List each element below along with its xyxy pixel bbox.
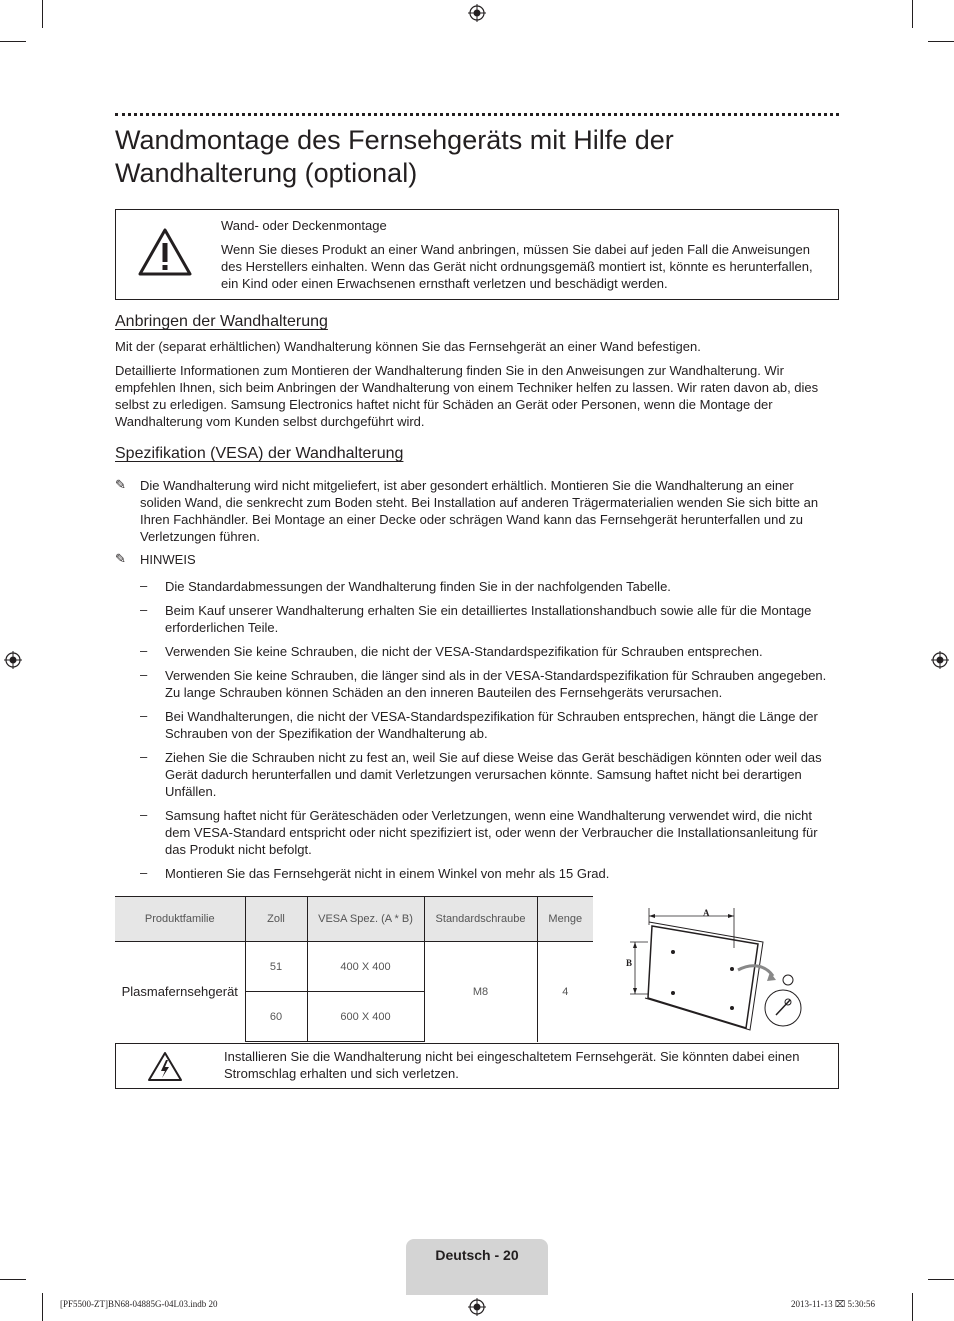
- list-bullet: –: [140, 865, 148, 880]
- list-bullet: –: [140, 643, 148, 658]
- table-row: [115, 942, 593, 992]
- table-header-cell: Zoll: [245, 897, 307, 942]
- list-item: Bei Wandhalterungen, die nicht der VESA-Standardspezifikation für Schrauben entsprechen, hängt die Länge der Schrauben von der Spezifikation der Wandhalterung ab.: [165, 709, 818, 741]
- electric-shock-warning-icon: [147, 1051, 183, 1082]
- table-cell-size: 60: [245, 992, 307, 1042]
- warning-triangle-icon: [137, 227, 193, 277]
- list-bullet: –: [140, 667, 148, 682]
- note-pencil-icon: ✎: [115, 551, 126, 566]
- caution-text: Wenn Sie dieses Produkt an einer Wand anbringen, müssen Sie dabei auf jeden Fall die Anweisungen des Herstellers einhalten. Wenn das Gerät nicht ordnungsgemäß montiert ist, könnte es herunterfallen, ein Kind oder einen Erwachsenen ernsthaft verletzen und beschädigt werden.: [221, 242, 813, 291]
- registration-mark-icon: [931, 651, 949, 669]
- print-imprint-date: 2013-11-13 ⌧ 5:30:56: [791, 1299, 876, 1309]
- table-cell-vesa: 400 X 400: [307, 942, 424, 992]
- table-header-cell: Menge: [537, 897, 593, 942]
- list-bullet: –: [140, 578, 148, 593]
- diagram-label-b: B: [626, 958, 633, 968]
- paragraph: Mit der (separat erhältlichen) Wandhalterung können Sie das Fernsehgerät an einer Wand befestigen.: [115, 339, 701, 354]
- table-cell-quantity: 4: [537, 942, 593, 1042]
- table-header-row: [115, 897, 593, 942]
- list-item: Ziehen Sie die Schrauben nicht zu fest an, weil Sie auf diese Weise das Gerät beschädigen könnten oder weil das Gerät dadurch herunterfallen und damit Verletzungen verursachen könnte. Samsung haftet nicht bei derartigen Unfällen.: [165, 750, 822, 799]
- crop-mark: [912, 0, 913, 28]
- table-cell-size: 51: [245, 942, 307, 992]
- paragraph: Detaillierte Informationen zum Montieren der Wandhalterung finden Sie in den Anweisungen zur Wandhalterung. Wir empfehlen Ihnen, sich beim Anbringen der Wandhalterung von einem Techniker helfen zu lassen. Wir raten davon ab, dies selbst zu erledigen. Samsung Electronics haftet nicht für Schäden an Gerät oder Personen, wenn die Montage der Wandhalterung vom Kunden selbst durchgeführt wird.: [115, 363, 819, 429]
- registration-mark-icon: [4, 651, 22, 669]
- list-item: Die Standardabmessungen der Wandhalterung finden Sie in der nachfolgenden Tabelle.: [165, 579, 671, 594]
- list-item: Samsung haftet nicht für Geräteschäden oder Verletzungen, wenn eine Wandhalterung verwendet wird, die nicht dem VESA-Standard entspricht oder nicht spezifiziert ist, oder wenn der Verbraucher die Installationsanleitung für das Produkt nicht befolgt.: [165, 808, 818, 857]
- caution-heading: Wand- oder Deckenmontage: [221, 218, 387, 233]
- crop-mark: [912, 1293, 913, 1321]
- list-bullet: –: [140, 708, 148, 723]
- crop-mark: [928, 1279, 954, 1280]
- crop-mark: [928, 41, 954, 42]
- list-bullet: –: [140, 749, 148, 764]
- note-pencil-icon: ✎: [115, 477, 126, 492]
- vesa-spec-table: [115, 896, 593, 1042]
- diagram-label-a: A: [703, 908, 710, 918]
- table-header-cell: VESA Spez. (A * B): [307, 897, 424, 942]
- table-header-cell: Produktfamilie: [115, 897, 245, 942]
- list-item: Beim Kauf unserer Wandhalterung erhalten Sie ein detailliertes Installationshandbuch sowie alle für die Montage erforderlichen Teile.: [165, 603, 812, 635]
- list-item: Verwenden Sie keine Schrauben, die länger sind als in der VESA-Standardspezifikation für Schrauben angegeben. Zu lange Schrauben können Schäden an den inneren Bauteilen des Fernsehgeräts verursachen.: [165, 668, 827, 700]
- note-heading: HINWEIS: [140, 552, 196, 567]
- caution-box: [115, 209, 839, 300]
- table-cell-vesa: 600 X 400: [307, 992, 424, 1042]
- list-item: Montieren Sie das Fernsehgerät nicht in einem Winkel von mehr als 15 Grad.: [165, 866, 610, 881]
- registration-mark-icon: [468, 4, 486, 22]
- crop-mark: [0, 41, 26, 42]
- list-bullet: –: [140, 807, 148, 822]
- list-bullet: –: [140, 602, 148, 617]
- note-text: Die Wandhalterung wird nicht mitgeliefert, ist aber gesondert erhältlich. Montieren Sie die Wandhalterung an einer soliden Wand, die senkrecht zum Boden steht. Bei Installation auf anderen Trägermaterialien wenden Sie sich bitte an Ihren Fachhändler. Bei Montage an einer Decke oder schrägen Wand kann das Fernsehgerät herunterfallen und zu Verletzungen führen.: [140, 478, 819, 544]
- section-heading-vesa: Spezifikation (VESA) der Wandhalterung: [115, 445, 404, 462]
- table-cell-family: Plasmafernsehgerät: [115, 942, 245, 1042]
- shock-warning-text: Installieren Sie die Wandhalterung nicht bei eingeschaltetem Fernsehgerät. Sie könnten dabei einen Stromschlag erhalten und sich verletzen.: [224, 1049, 800, 1081]
- crop-mark: [42, 0, 43, 28]
- print-imprint-file: [PF5500-ZT]BN68-04885G-04L03.indb 20: [60, 1299, 218, 1309]
- section-heading-mounting: Anbringen der Wandhalterung: [115, 313, 328, 330]
- title-divider: [115, 113, 839, 116]
- crop-mark: [42, 1293, 43, 1321]
- table-header-cell: Standardschraube: [424, 897, 537, 942]
- table-cell-screw: M8: [424, 942, 537, 1042]
- registration-mark-icon: [468, 1298, 486, 1316]
- shock-warning-box: [115, 1043, 839, 1089]
- page-title: Wandmontage des Fernsehgeräts mit Hilfe der Wandhalterung (optional): [115, 125, 674, 188]
- list-item: Verwenden Sie keine Schrauben, die nicht der VESA-Standardspezifikation für Schrauben entsprechen.: [165, 644, 763, 659]
- crop-mark: [0, 1279, 26, 1280]
- vesa-mount-diagram: [618, 900, 818, 1035]
- page-number: Deutsch - 20: [435, 1247, 519, 1263]
